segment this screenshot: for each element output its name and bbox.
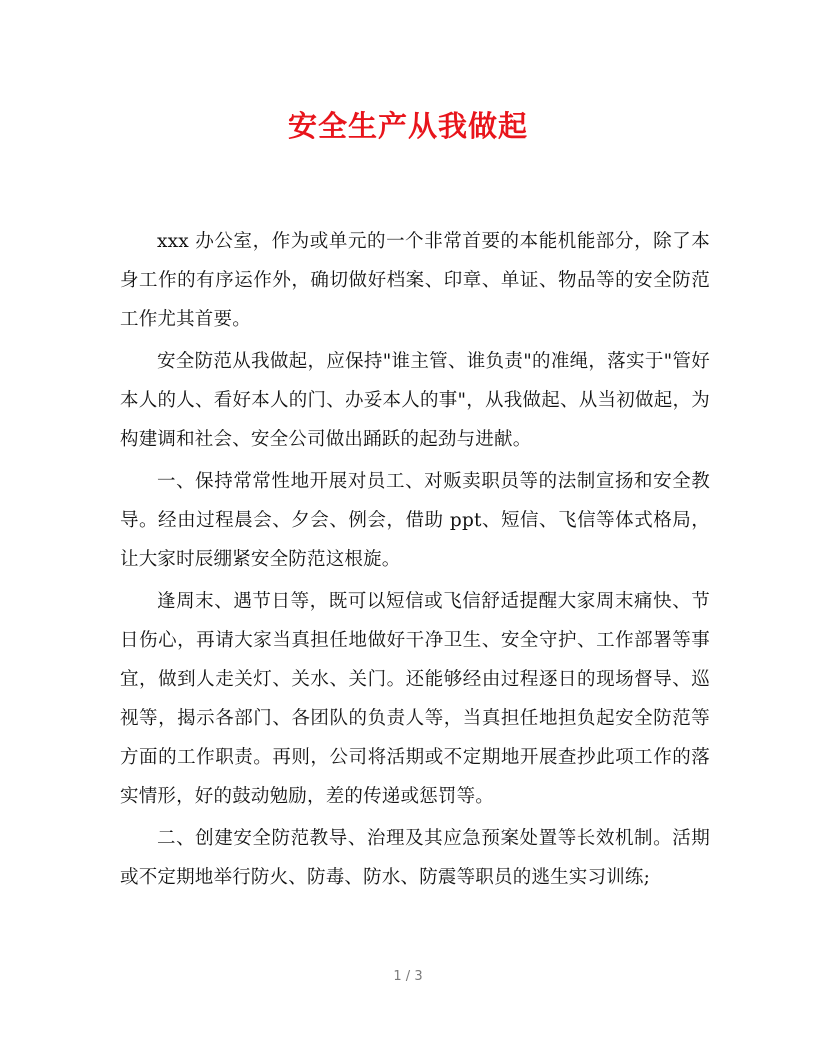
paragraph: 安全防范从我做起，应保持"谁主管、谁负责"的准绳，落实于"管好本人的人、看好本人的门、办妥本人的事"，从我做起、从当初做起，为构建调和社会、安全公司做出踊跃的起劲与进献。 xyxy=(120,351,710,450)
paragraph: 二、创建安全防范教导、治理及其应急预案处置等长效机制。活期或不定期地举行防火、防毒、防水、防震等职员的逃生实习训练; xyxy=(120,828,710,888)
paragraph: 一、保持常常性地开展对员工、对贩卖职员等的法制宣扬和安全教导。经由过程晨会、夕会、例会，借助 ppt、短信、飞信等体式格局，让大家时辰绷紧安全防范这根旋。 xyxy=(120,471,710,570)
document-title: 安全生产从我做起 xyxy=(287,109,528,143)
paragraph: xxx 办公室，作为或单元的一个非常首要的本能机能部分，除了本身工作的有序运作外，确切做好档案、印章、单证、物品等的安全防范工作尤其首要。 xyxy=(120,231,710,330)
page-number: 1 / 3 xyxy=(393,969,423,984)
paragraph: 逢周末、遇节日等，既可以短信或飞信舒适提醒大家周末痛快、节日伤心，再请大家当真担任地做好干净卫生、安全守护、工作部署等事宜，做到人走关灯、关水、关门。还能够经由过程逐日的现场督导、巡视等，揭示各部门、各团队的负责人等，当真担任地担负起安全防范等方面的工作职责。再则，公司将活期或不定期地开展查抄此项工作的落实情形，好的鼓动勉励，差的传递或惩罚等。 xyxy=(120,591,710,807)
document-body xyxy=(120,222,710,900)
